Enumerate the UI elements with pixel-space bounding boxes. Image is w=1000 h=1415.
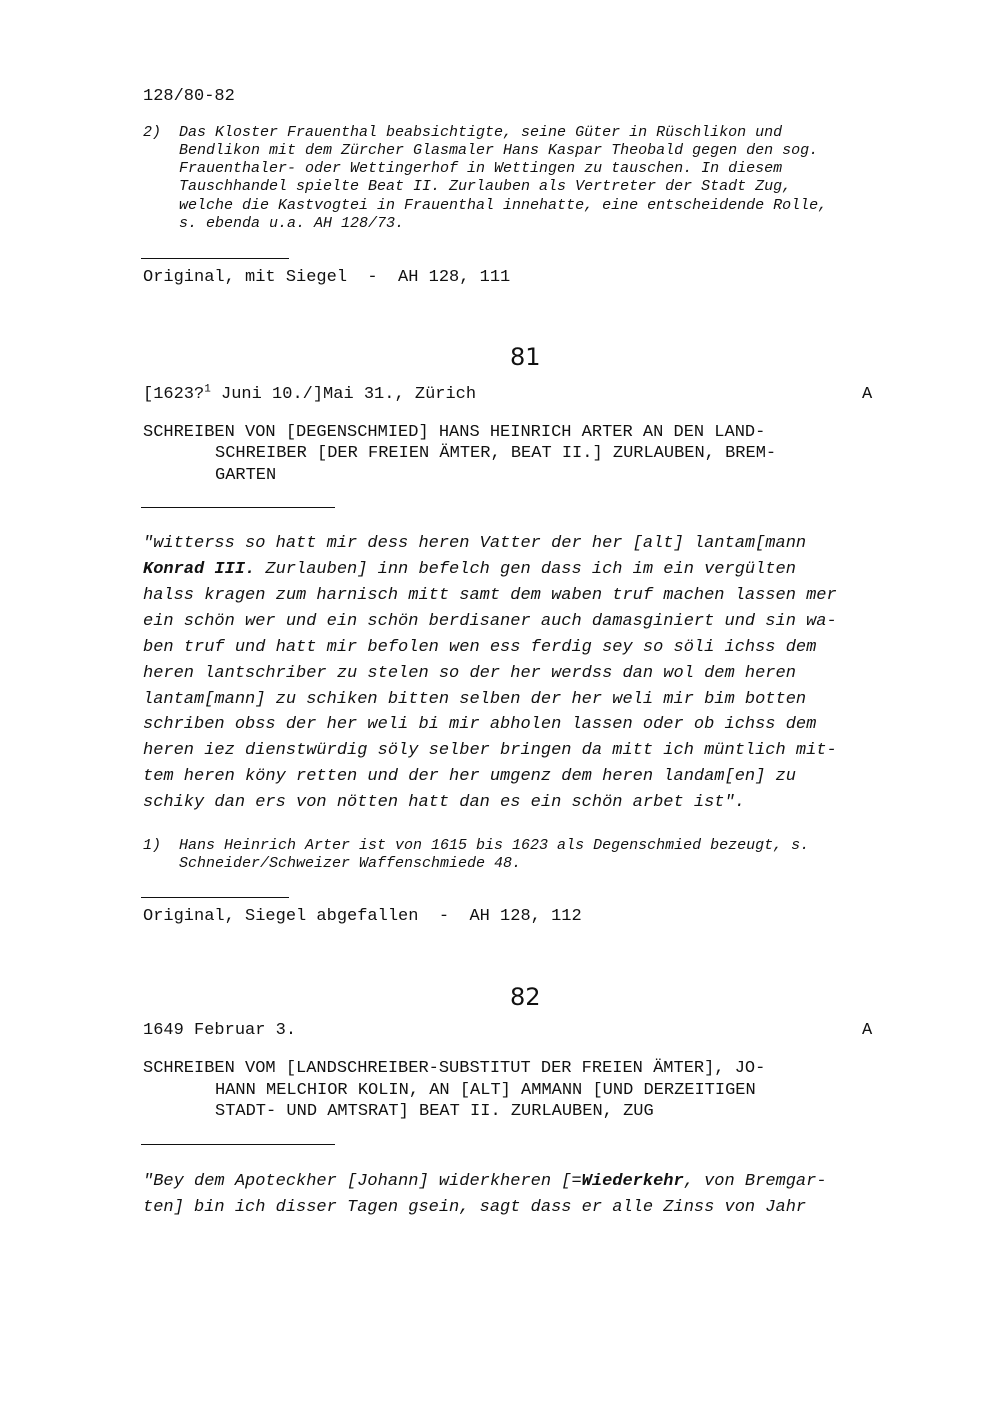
quote-line: ein schön wer und ein schön berdisaner auch damasginiert und sin wa- — [143, 612, 837, 631]
title-separator-rule — [141, 1144, 335, 1145]
footnote-line: Bendlikon mit dem Zürcher Glasmaler Hans Kaspar Theobald gegen den sog. — [179, 142, 819, 159]
footnote-line: welche die Kastvogtei in Frauenthal innehatte, eine entscheidende Rolle, — [179, 197, 828, 214]
quote-line: tem heren köny retten und der her umgenz dem heren landam[en] zu — [143, 767, 796, 786]
quote-line: heren lantschriber zu stelen so der her werdss dan wol dem heren — [143, 664, 796, 683]
quote-text: "Bey dem Apoteckher [Johann] widerkheren [= — [143, 1172, 582, 1191]
quote-text: Zurlauben] inn befelch gen dass ich im ein vergülten — [255, 560, 796, 579]
footnote-line: Schneider/Schweizer Waffenschmiede 48. — [179, 855, 522, 872]
entry-type: A — [862, 1021, 873, 1040]
entry-type: A — [862, 385, 873, 404]
entry-title-line: HANN MELCHIOR KOLIN, AN [ALT] AMMANN [UND DERZEITIGEN — [215, 1081, 756, 1100]
quote-line — [143, 1169, 827, 1195]
bold-name: Konrad III. — [143, 560, 256, 579]
quote-line: lantam[mann] zu schiken bitten selben der her weli mir bim botten — [143, 690, 807, 709]
source-note: Original, mit Siegel - AH 128, 111 — [143, 268, 511, 287]
footnote-marker: 2) — [143, 124, 162, 141]
footnote-ref: 1 — [204, 383, 211, 396]
entry-title-line: SCHREIBER [DER FREIEN ÄMTER, BEAT II.] ZURLAUBEN, BREM- — [215, 444, 777, 463]
date-text: Juni 10./]Mai 31., Zürich — [210, 385, 477, 404]
date-text: [1623? — [143, 385, 205, 404]
entry-date — [143, 384, 476, 406]
quote-line: halss kragen zum harnisch mitt samt dem waben truf machen lassen mer — [143, 586, 837, 605]
entry-title-line: STADT- UND AMTSRAT] BEAT II. ZURLAUBEN, ZUG — [215, 1102, 654, 1121]
entry-number: 82 — [510, 983, 541, 1011]
quote-text: , von Bremgar- — [683, 1172, 827, 1191]
footnote-line: Frauenthaler- oder Wettingerhof in Wettingen zu tauschen. In diesem — [179, 160, 783, 177]
footnote-line: Das Kloster Frauenthal beabsichtigte, seine Güter in Rüschlikon und — [179, 124, 783, 141]
quote-line: schriben obss der her weli bi mir abholen lassen oder ob ichss dem — [143, 715, 817, 734]
entry-title-line: SCHREIBEN VON [DEGENSCHMIED] HANS HEINRICH ARTER AN DEN LAND- — [143, 423, 766, 442]
page-header-reference: 128/80-82 — [143, 87, 235, 106]
footnote-separator-rule — [141, 258, 289, 259]
quote-line — [143, 557, 796, 583]
quote-line: ben truf und hatt mir befolen wen ess ferdig sey so söli ichss dem — [143, 638, 817, 657]
bold-name: Wiederkehr — [581, 1172, 684, 1191]
footnote-marker: 1) — [143, 837, 162, 854]
quote-line: schiky dan ers von nötten hatt dan es ein schön arbet ist". — [143, 793, 745, 812]
quote-line: "witterss so hatt mir dess heren Vatter der her [alt] lantam[mann — [143, 534, 807, 553]
footnote-separator-rule — [141, 897, 289, 898]
entry-date: 1649 Februar 3. — [143, 1021, 297, 1040]
footnote-line: Hans Heinrich Arter ist von 1615 bis 1623 als Degenschmied bezeugt, s. — [179, 837, 810, 854]
source-note: Original, Siegel abgefallen - AH 128, 112 — [143, 907, 582, 926]
entry-title-line: SCHREIBEN VOM [LANDSCHREIBER-SUBSTITUT DER FREIEN ÄMTER], JO- — [143, 1059, 766, 1078]
entry-number: 81 — [510, 343, 541, 371]
quote-line: ten] bin ich disser Tagen gsein, sagt dass er alle Zinss von Jahr — [143, 1198, 807, 1217]
title-separator-rule — [141, 507, 335, 508]
entry-title-line: GARTEN — [215, 466, 277, 485]
footnote-line: Tauschhandel spielte Beat II. Zurlauben als Vertreter der Stadt Zug, — [179, 178, 792, 195]
quote-line: heren iez dienstwürdig söly selber bringen da mitt ich müntlich mit- — [143, 741, 837, 760]
footnote-line: s. ebenda u.a. AH 128/73. — [179, 215, 405, 232]
